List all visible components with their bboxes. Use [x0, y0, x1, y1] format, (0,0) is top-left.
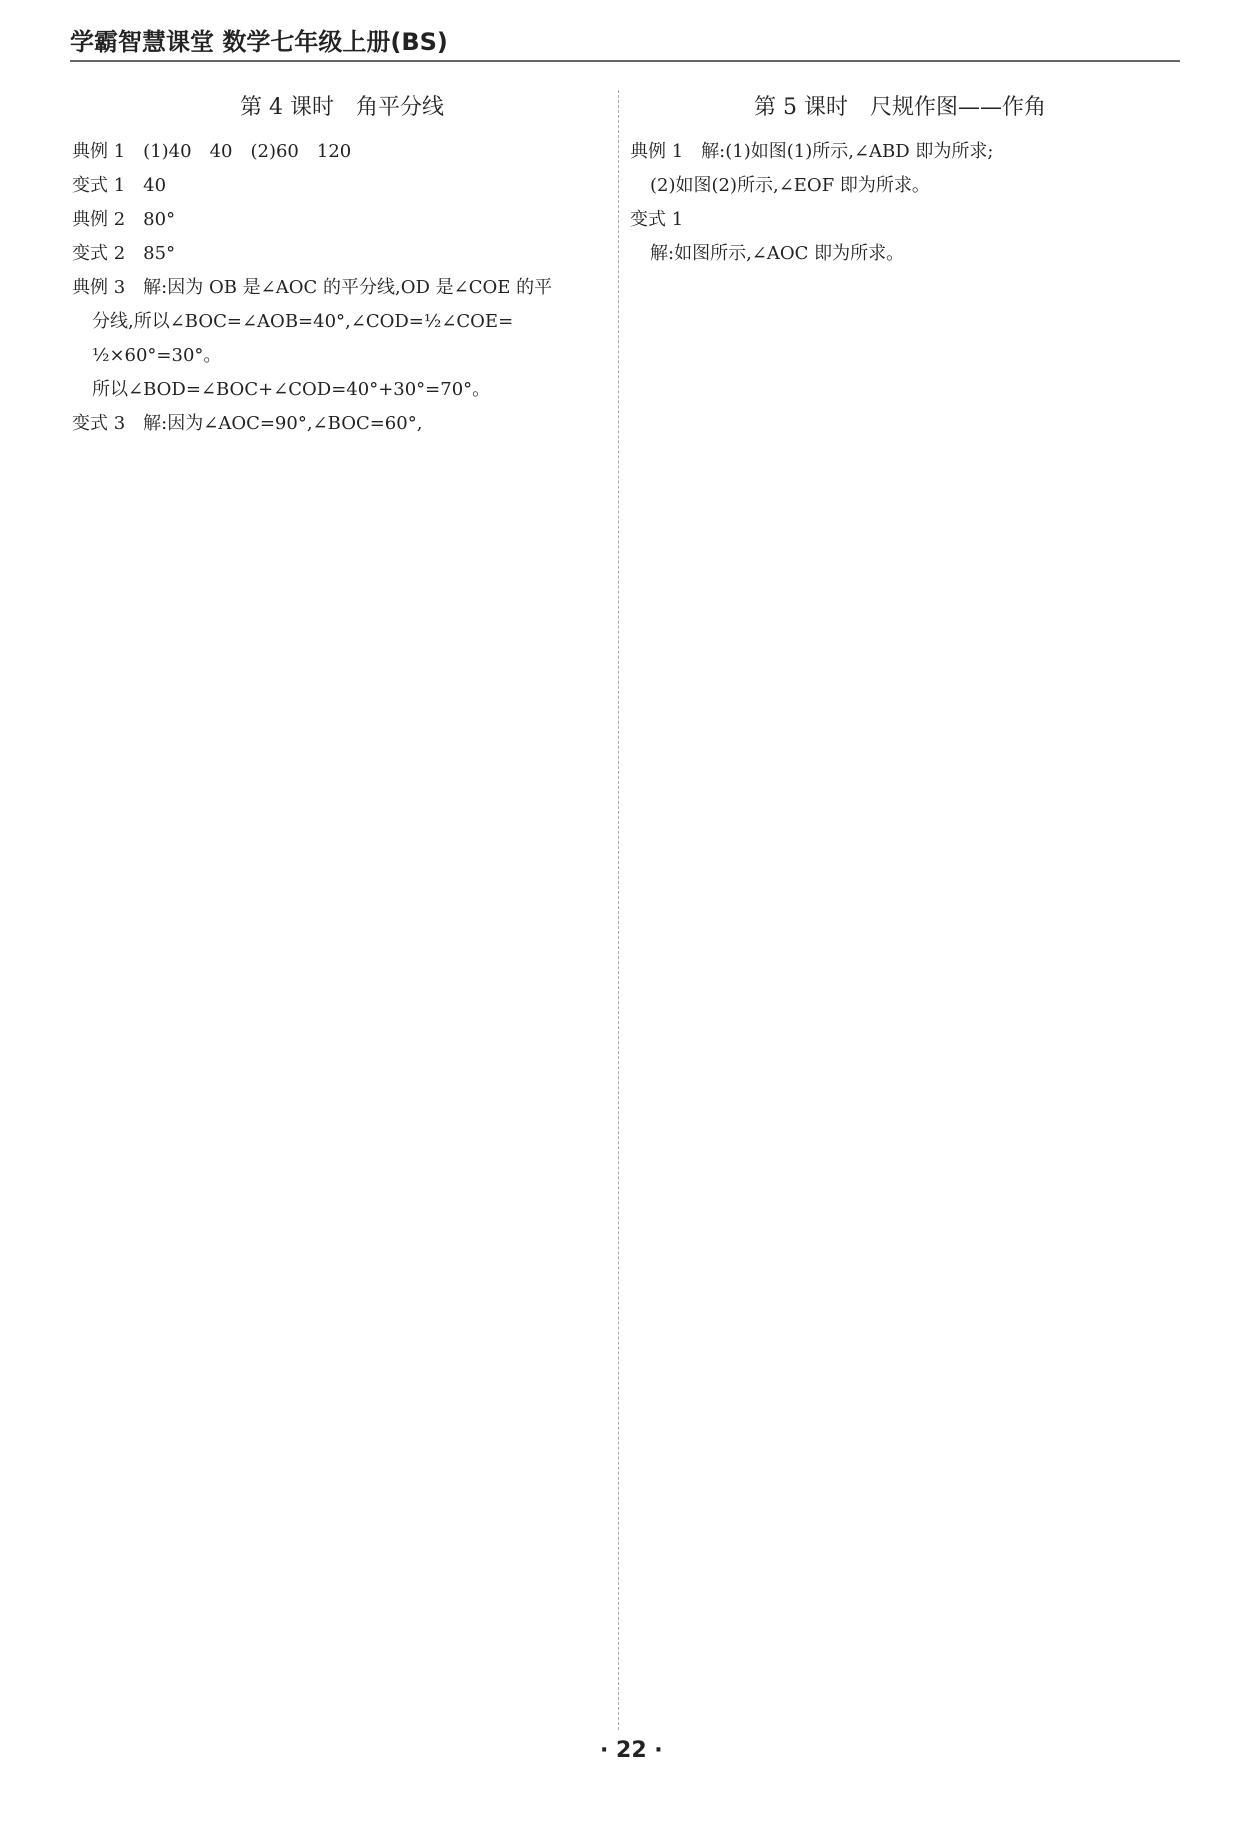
left-column — [72, 90, 612, 441]
left-line: 变式 3 解:因为∠AOC=90°,∠BOC=60°, — [72, 413, 423, 434]
right-title: 第 5 课时 尺规作图——作角 — [754, 95, 1046, 120]
left-line: 典例 1 (1)40 40 (2)60 120 — [72, 141, 352, 162]
left-title: 第 4 课时 角平分线 — [240, 95, 444, 120]
left-line: 变式 1 40 — [72, 175, 167, 196]
right-line: (2)如图(2)所示,∠EOF 即为所求。 — [650, 175, 930, 196]
brand-logo — [70, 22, 448, 57]
brand-name: 学霸智慧课堂 — [70, 28, 214, 56]
subject-label: 数学七年级上册(BS) — [222, 28, 448, 56]
left-line: ½×60°=30°。 — [92, 345, 222, 366]
left-line: 典例 2 80° — [72, 209, 176, 230]
left-line: 分线,所以∠BOC=∠AOB=40°,∠COD=½∠COE= — [92, 311, 514, 332]
right-line: 解:如图所示,∠AOC 即为所求。 — [650, 243, 905, 264]
right-line: 典例 1 解:(1)如图(1)所示,∠ABD 即为所求; — [630, 141, 994, 162]
right-column — [630, 90, 1170, 271]
left-line: 所以∠BOD=∠BOC+∠COD=40°+30°=70°。 — [92, 379, 491, 400]
column-divider — [618, 90, 619, 1730]
right-line: 变式 1 — [630, 209, 684, 230]
left-line: 典例 3 解:因为 OB 是∠AOC 的平分线,OD 是∠COE 的平 — [72, 277, 553, 298]
left-line: 变式 2 85° — [72, 243, 176, 264]
page-number: · 22 · — [600, 1738, 663, 1763]
page-header — [70, 20, 1180, 62]
